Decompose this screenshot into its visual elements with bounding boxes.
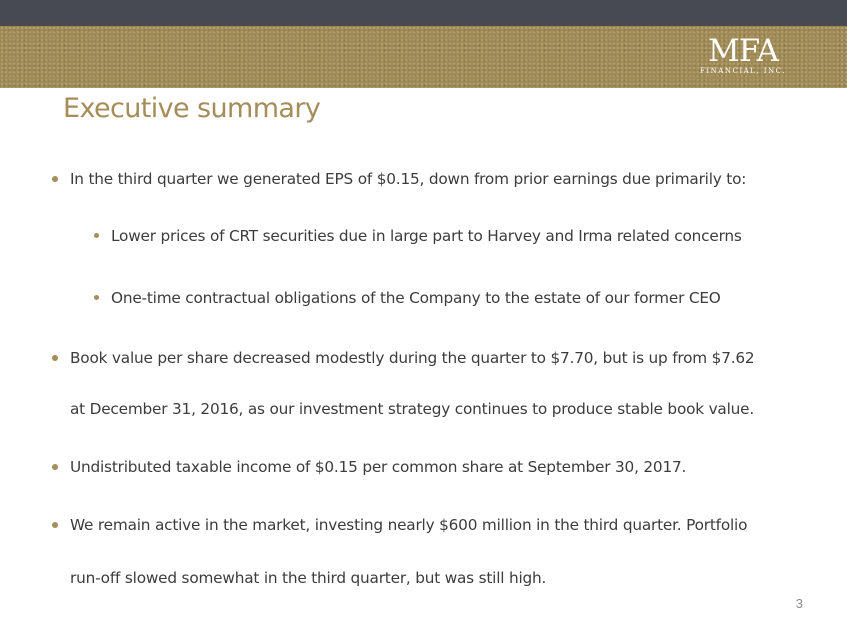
page-number: 3: [795, 596, 803, 611]
bullet-text: We remain active in the market, investing nearly $600 million in the third quarter. Portfolio: [70, 516, 748, 534]
bullet-dot-icon: [52, 176, 58, 182]
bullet-dot-icon: [94, 295, 99, 300]
bullet-investing: [70, 505, 747, 545]
logo-mark: MFA: [708, 33, 778, 69]
bullet-dot-icon: [52, 522, 58, 528]
bullet-text: run-off slowed somewhat in the third quarter, but was still high.: [70, 569, 547, 587]
bullet-dot-icon: [52, 355, 58, 361]
bullet-continuation: [70, 389, 754, 429]
company-logo: [683, 33, 803, 75]
bullet-text: One-time contractual obligations of the Company to the estate of our former CEO: [111, 289, 721, 307]
bullet-text: Book value per share decreased modestly during the quarter to $7.70, but is up from $7.62: [70, 349, 755, 367]
bullet-continuation: [70, 558, 546, 598]
bullet-text: In the third quarter we generated EPS of $0.15, down from prior earnings due primarily to:: [70, 170, 747, 188]
bullet-text: at December 31, 2016, as our investment strategy continues to produce stable book value.: [70, 400, 755, 418]
sub-bullet-ceo: [111, 278, 721, 318]
bullet-text: Undistributed taxable income of $0.15 per common share at September 30, 2017.: [70, 458, 687, 476]
bullet-taxable-income: [70, 447, 686, 487]
slide-title: Executive summary: [63, 93, 321, 124]
bullet-text: Lower prices of CRT securities due in large part to Harvey and Irma related concerns: [111, 227, 742, 245]
bullet-eps: [70, 159, 746, 199]
sub-bullet-crt: [111, 216, 742, 256]
bullet-dot-icon: [52, 464, 58, 470]
bullet-book-value: [70, 338, 754, 378]
logo-subtitle: FINANCIAL, INC.: [700, 67, 786, 75]
bullet-dot-icon: [94, 233, 99, 238]
header-bar: [0, 0, 847, 26]
